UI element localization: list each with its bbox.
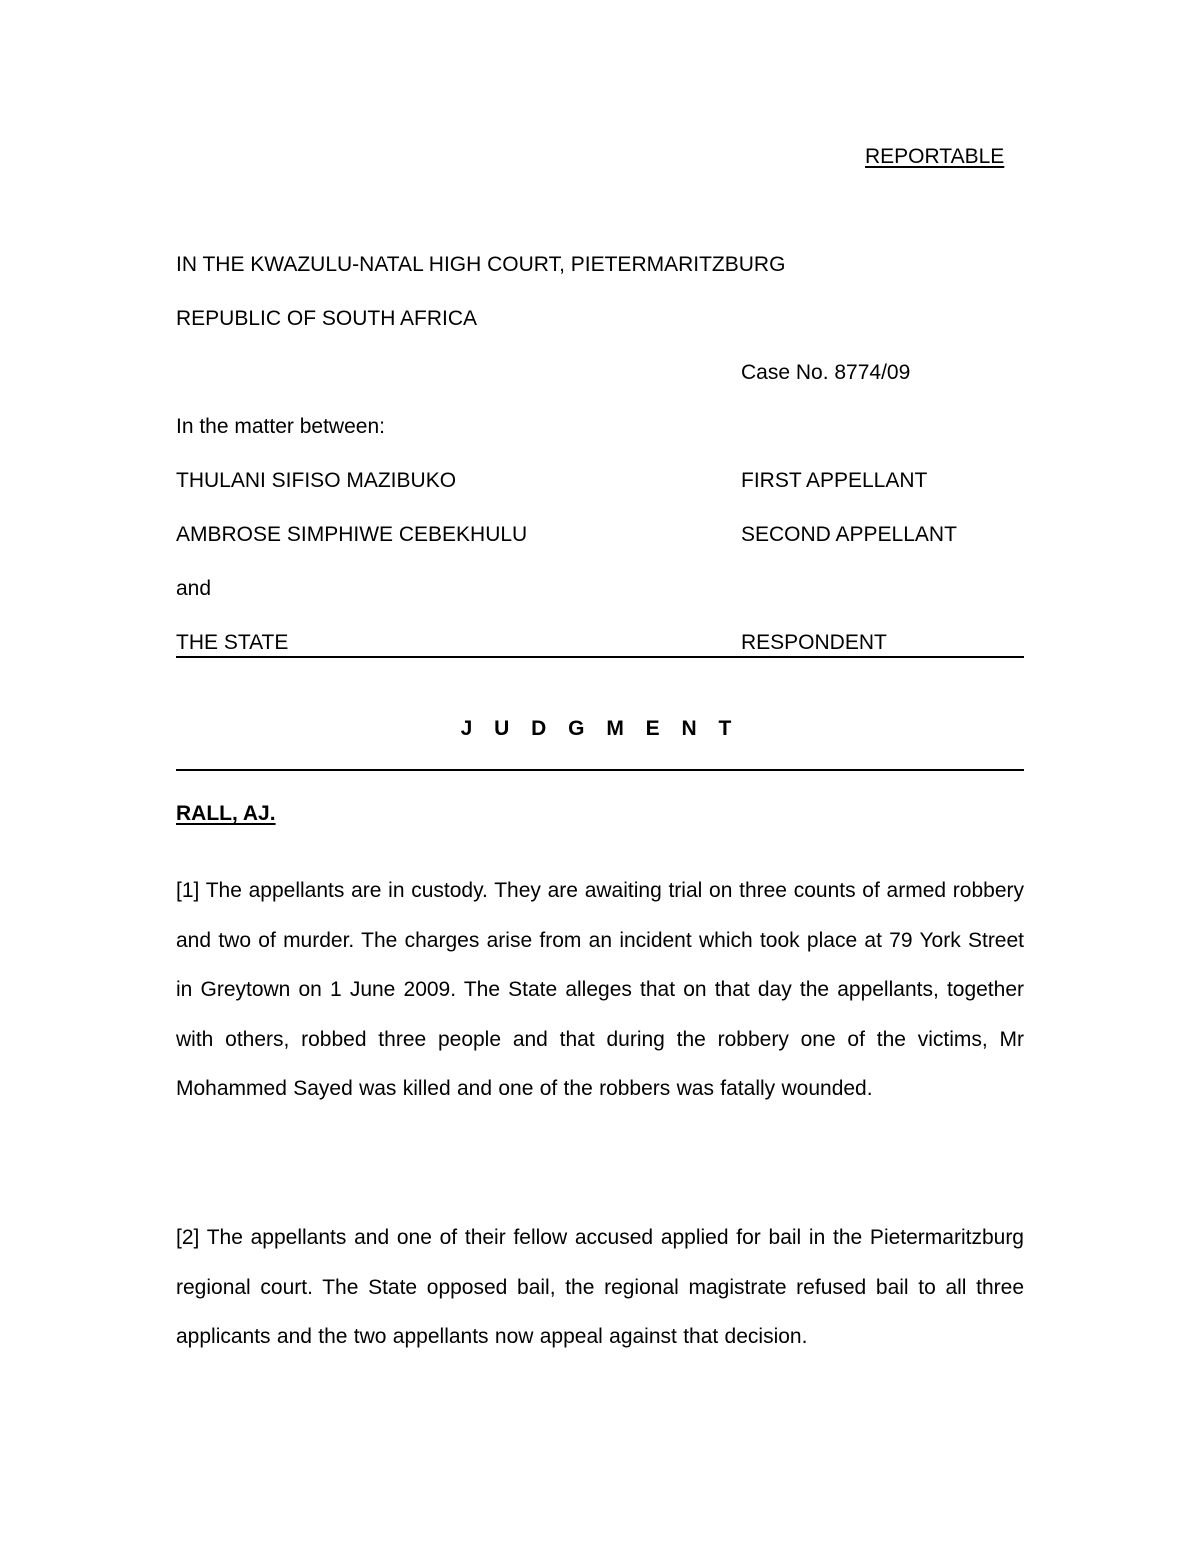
second-appellant-role: SECOND APPELLANT (741, 523, 957, 546)
second-appellant-name: AMBROSE SIMPHIWE CEBEKHULU (176, 523, 528, 546)
respondent-name: THE STATE (176, 631, 289, 654)
court-name: IN THE KWAZULU-NATAL HIGH COURT, PIETERMARITZBURG (176, 253, 786, 276)
reportable-label: REPORTABLE (865, 145, 1005, 168)
judge-name: RALL, AJ. (176, 802, 276, 825)
respondent-role: RESPONDENT (741, 631, 887, 654)
republic-name: REPUBLIC OF SOUTH AFRICA (176, 307, 478, 330)
and-conjunction: and (176, 577, 212, 600)
matter-intro: In the matter between: (176, 415, 385, 438)
first-appellant-role: FIRST APPELLANT (741, 469, 928, 492)
case-number: Case No. 8774/09 (741, 361, 911, 384)
paragraph-2: [2] The appellants and one of their fellow accused applied for bail in the Pietermaritzburg regional court. The State opposed bail, the regional magistrate refused bail to all three applicants and the two appellants now appeal against that decision. (176, 1226, 1024, 1349)
parties-divider (176, 656, 1024, 658)
judgment-divider (176, 769, 1024, 771)
paragraph-1: [1] The appellants are in custody. They are awaiting trial on three counts of armed robbery and two of murder. The charges arise from an incident which took place at 79 York Street in Greytown on 1 June 2009. The State alleges that on that day the appellants, together with others, robbed three people and that during the robbery one of the victims, Mr Mohammed Sayed was killed and one of the robbers was fatally wounded. (176, 879, 1024, 1101)
judgment-title: J U D G M E N T (460, 717, 740, 740)
first-appellant-name: THULANI SIFISO MAZIBUKO (176, 469, 457, 492)
